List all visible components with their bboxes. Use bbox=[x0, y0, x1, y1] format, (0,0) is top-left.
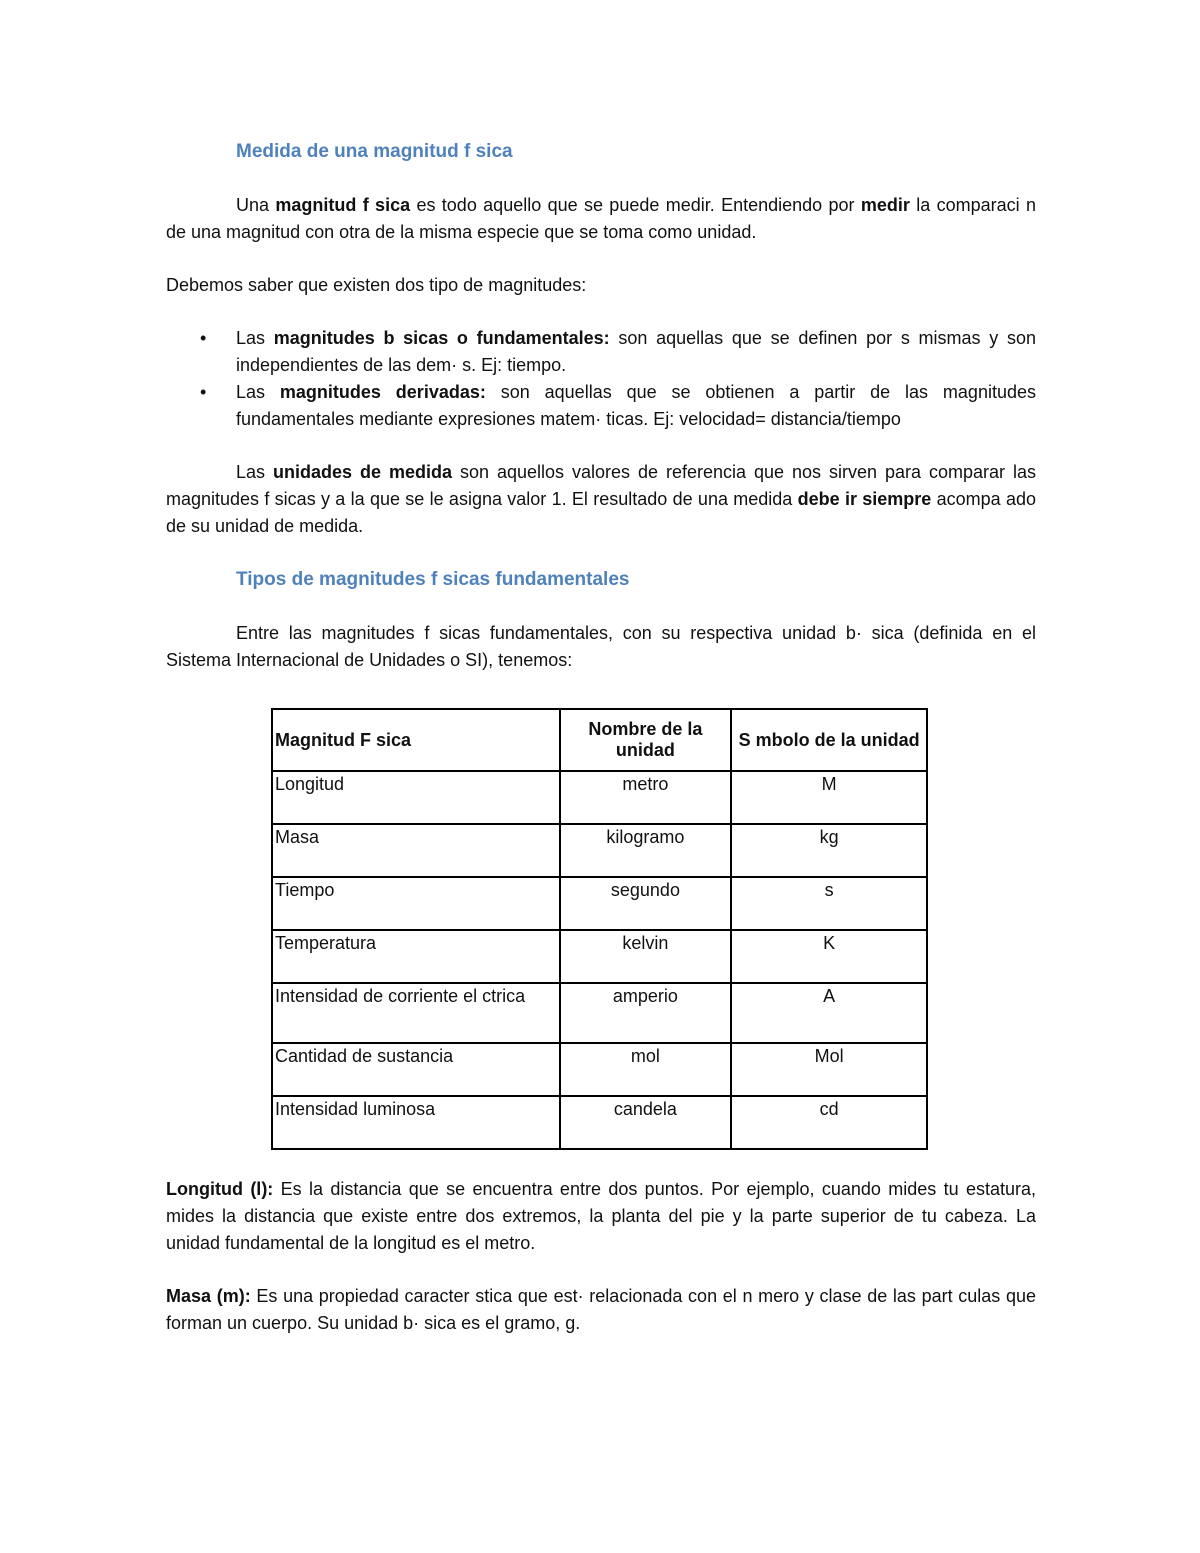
table-row bbox=[272, 877, 927, 930]
text-run: Las bbox=[236, 462, 273, 482]
list-item bbox=[166, 325, 1036, 379]
cell-magnitud: Intensidad de corriente el ctrica bbox=[272, 983, 560, 1043]
cell-simbolo: A bbox=[731, 983, 927, 1043]
cell-unidad: candela bbox=[560, 1096, 732, 1149]
cell-magnitud: Cantidad de sustancia bbox=[272, 1043, 560, 1096]
section-heading-tipos: Tipos de magnitudes f sicas fundamentales bbox=[236, 569, 630, 590]
bullet-marker: • bbox=[200, 328, 207, 348]
cell-unidad: segundo bbox=[560, 877, 732, 930]
cell-unidad: metro bbox=[560, 771, 732, 824]
bullet-marker: • bbox=[200, 382, 207, 402]
text-run: Las bbox=[236, 382, 280, 402]
definition-masa bbox=[166, 1283, 1036, 1337]
table-row bbox=[272, 1043, 927, 1096]
table-row bbox=[272, 1096, 927, 1149]
cell-simbolo: cd bbox=[731, 1096, 927, 1149]
document-body bbox=[166, 138, 1036, 1337]
cell-simbolo: Mol bbox=[731, 1043, 927, 1096]
cell-magnitud: Longitud bbox=[272, 771, 560, 824]
types-lead-paragraph: Debemos saber que existen dos tipo de magnitudes: bbox=[166, 275, 587, 295]
bold-run: magnitud f sica bbox=[275, 195, 411, 215]
text-run: son aquellas que se obtienen a partir de las magnitudes fundamentales mediante expresiones matem· ticas. Ej: velocidad= distancia/tiempo bbox=[236, 382, 1036, 429]
bold-run: debe ir siempre bbox=[797, 489, 932, 509]
text-run: Las bbox=[236, 328, 274, 348]
magnitude-types-list bbox=[166, 325, 1036, 433]
cell-simbolo: K bbox=[731, 930, 927, 983]
cell-magnitud: Intensidad luminosa bbox=[272, 1096, 560, 1149]
cell-magnitud: Tiempo bbox=[272, 877, 560, 930]
table-header-row bbox=[272, 709, 927, 771]
list-item bbox=[166, 379, 1036, 433]
intro-paragraph bbox=[166, 192, 1036, 246]
table-intro-paragraph: Entre las magnitudes f sicas fundamentales, con su respectiva unidad b· sica (definida en el Sistema Internacional de Unidades o SI), tenemos: bbox=[166, 623, 1036, 670]
table-row bbox=[272, 771, 927, 824]
cell-unidad: kilogramo bbox=[560, 824, 732, 877]
section-heading-medida: Medida de una magnitud f sica bbox=[236, 141, 513, 162]
bold-run: unidades de medida bbox=[273, 462, 452, 482]
definition-longitud bbox=[166, 1176, 1036, 1257]
header-nombre: Nombre de la unidad bbox=[560, 709, 732, 771]
cell-unidad: kelvin bbox=[560, 930, 732, 983]
text-run: Es una propiedad caracter stica que est· relacionada con el n mero y clase de las part culas que forman un cuerpo. Su unidad b· sica es el gramo, g. bbox=[166, 1286, 1037, 1333]
table-row bbox=[272, 824, 927, 877]
cell-magnitud: Masa bbox=[272, 824, 560, 877]
text-run: son aquellos valores de referencia que nos sirven para comparar las magnitudes f sicas y a la que se le asigna valor 1. El resultado de una medida bbox=[166, 462, 1036, 509]
cell-simbolo: kg bbox=[731, 824, 927, 877]
text-run: es todo aquello que se puede medir. Entendiendo por bbox=[410, 195, 861, 215]
header-magnitud: Magnitud F sica bbox=[272, 709, 560, 771]
definition-label: Longitud (l): bbox=[166, 1179, 274, 1199]
bold-run: medir bbox=[860, 195, 910, 215]
text-run: Una bbox=[236, 195, 276, 215]
units-paragraph bbox=[166, 459, 1036, 540]
definition-label: Masa (m): bbox=[166, 1286, 251, 1306]
cell-simbolo: s bbox=[731, 877, 927, 930]
table-row bbox=[272, 983, 927, 1043]
cell-unidad: mol bbox=[560, 1043, 732, 1096]
text-run: la comparaci n de una magnitud con otra de la misma especie que se toma como unidad. bbox=[166, 195, 1036, 242]
units-table bbox=[271, 708, 928, 1150]
cell-unidad: amperio bbox=[560, 983, 732, 1043]
cell-simbolo: M bbox=[731, 771, 927, 824]
header-simbolo: S mbolo de la unidad bbox=[731, 709, 927, 771]
text-run: acompa ado de su unidad de medida. bbox=[166, 489, 1037, 536]
cell-magnitud: Temperatura bbox=[272, 930, 560, 983]
bold-run: magnitudes derivadas: bbox=[279, 382, 486, 402]
table-row bbox=[272, 930, 927, 983]
bold-run: magnitudes b sicas o fundamentales: bbox=[273, 328, 610, 348]
text-run: Es la distancia que se encuentra entre dos puntos. Por ejemplo, cuando mides tu estatura, mides la distancia que existe entre dos extremos, la planta del pie y la parte superior de tu cabeza. La unidad fundamental de la longitud es el metro. bbox=[166, 1179, 1037, 1253]
text-run: son aquellas que se definen por s mismas y son independientes de las dem· s. Ej: tiempo. bbox=[236, 328, 1036, 375]
